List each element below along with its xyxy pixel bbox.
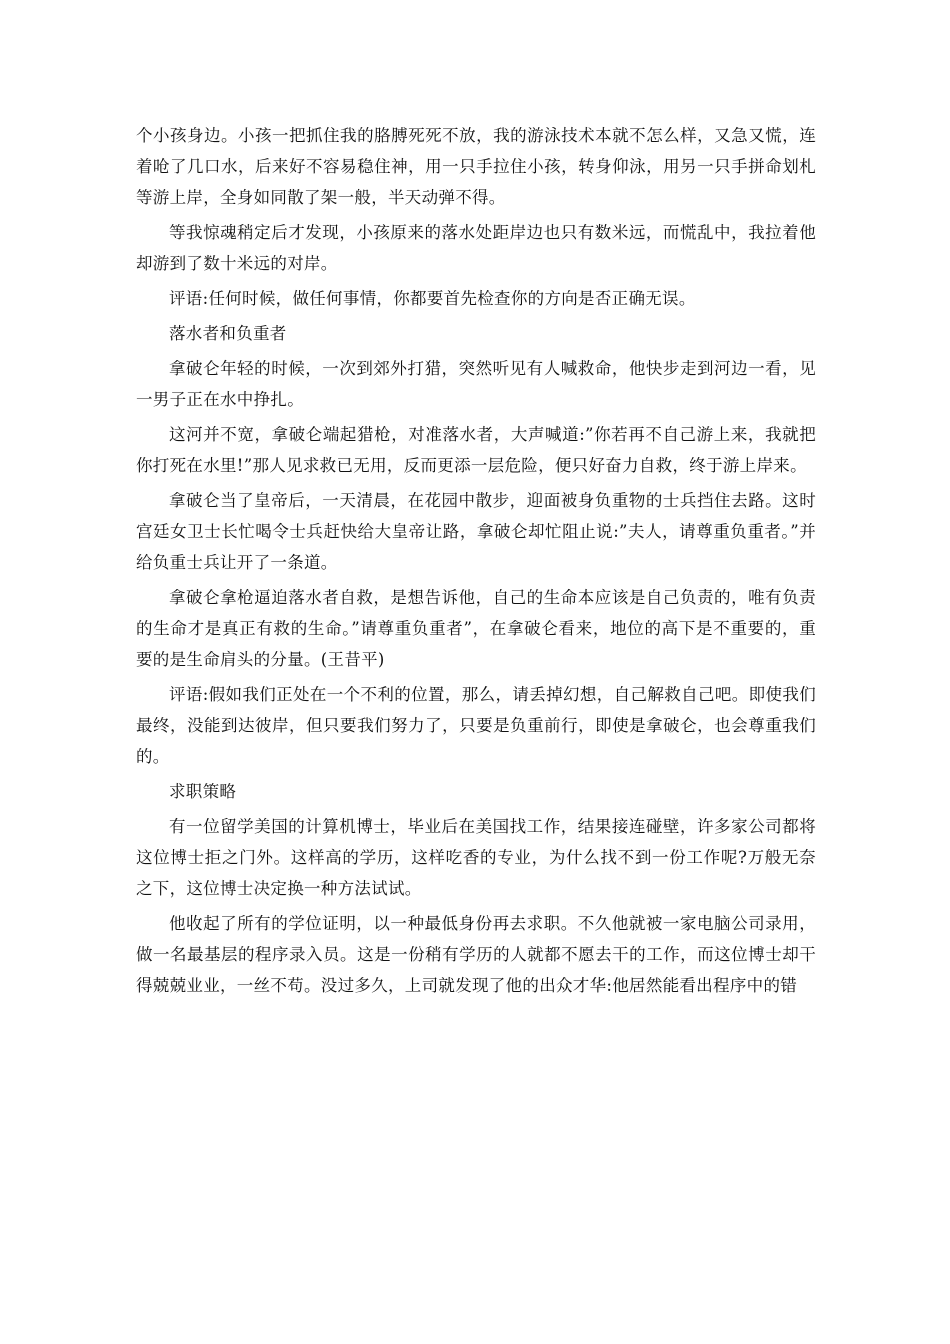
paragraph-1: 个小孩身边。小孩一把抓住我的胳膊死死不放，我的游泳技术本就不怎么样，又急又慌，连着呛了几口水，后来好不容易稳住神，用一只手拉住小孩，转身仰泳，用另一只手拼命划札等游上岸，全身如同散了架一般，半天动弹不得。	[136, 126, 816, 207]
commentary-2: 评语:假如我们正处在一个不利的位置，那么，请丢掉幻想，自己解救自己吧。即使我们最终，没能到达彼岸，但只要我们努力了，只要是负重前行，即使是拿破仑，也会尊重我们的。	[136, 685, 816, 766]
commentary-1: 评语:任何时候，做任何事情，你都要首先检查你的方向是否正确无误。	[169, 289, 696, 308]
paragraph-5: 拿破仑当了皇帝后，一天清晨，在花园中散步，迎面被身负重物的士兵挡住去路。这时宫廷女卫士长忙喝令士兵赶快给大皇帝让路，拿破仑却忙阻止说:”夫人，请尊重负重者。”并给负重士兵让开了一条道。	[136, 491, 816, 572]
section-heading-1: 落水者和负重者	[169, 324, 287, 343]
paragraph-6: 拿破仑拿枪逼迫落水者自救，是想告诉他，自己的生命本应该是自己负责的，唯有负责的生命才是真正有救的生命。”请尊重负重者”，在拿破仑看来，地位的高下是不重要的，重要的是生命肩头的分量。(王昔平)	[136, 588, 816, 669]
paragraph-8: 他收起了所有的学位证明，以一种最低身份再去求职。不久他就被一家电脑公司录用，做一名最基层的程序录入员。这是一份稍有学历的人就都不愿去干的工作，而这位博士却干得兢兢业业，一丝不苟。没过多久，上司就发现了他的出众才华:他居然能看出程序中的错	[136, 914, 816, 995]
paragraph-2: 等我惊魂稍定后才发现，小孩原来的落水处距岸边也只有数米远，而慌乱中，我拉着他却游到了数十米远的对岸。	[136, 223, 816, 273]
paragraph-4: 这河并不宽，拿破仑端起猎枪，对准落水者，大声喊道:”你若再不自己游上来，我就把你打死在水里!”那人见求救已无用，反而更添一层危险，便只好奋力自救，终于游上岸来。	[136, 425, 816, 475]
paragraph-3: 拿破仑年轻的时候，一次到郊外打猎，突然听见有人喊救命，他快步走到河边一看，见一男子正在水中挣扎。	[136, 359, 816, 409]
paragraph-7: 有一位留学美国的计算机博士，毕业后在美国找工作，结果接连碰壁，许多家公司都将这位博士拒之门外。这样高的学历，这样吃香的专业，为什么找不到一份工作呢?万般无奈之下，这位博士决定换一种方法试试。	[136, 817, 816, 898]
section-heading-2: 求职策略	[169, 782, 237, 801]
document-page	[136, 120, 816, 1001]
